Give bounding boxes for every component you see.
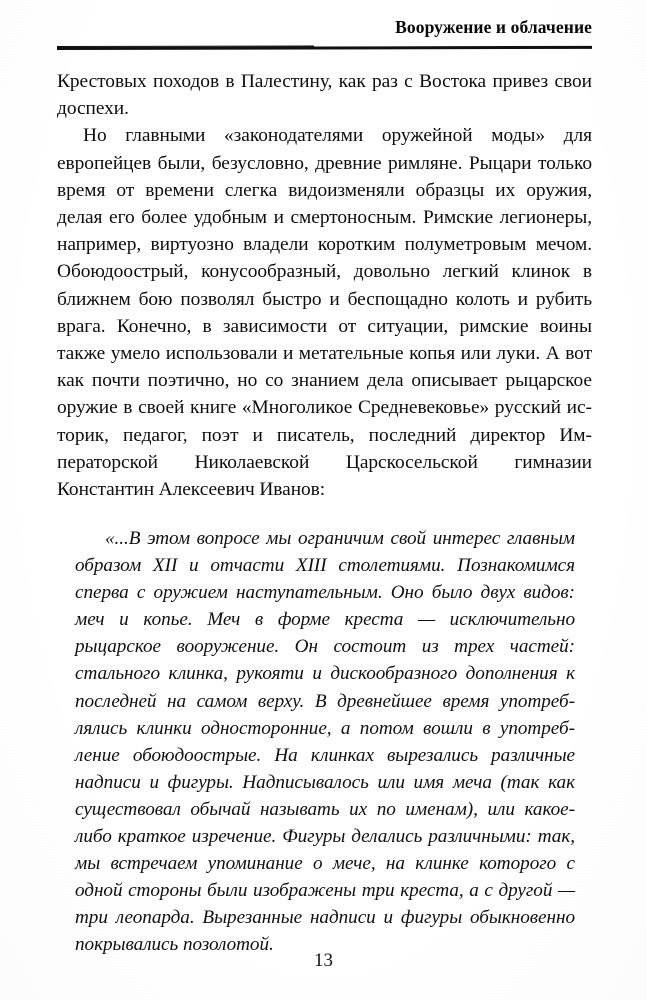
page-number: 13	[314, 950, 333, 971]
paragraph-continuation: Крестовых походов в Палестину, как раз с Востока привез свои доспехи.	[57, 71, 592, 120]
header-divider-rule	[57, 46, 592, 50]
main-text-column	[57, 68, 592, 503]
paragraph-roman-arms: Но главными «законодателями оружейной моды» для европейцев были, безусловно, древние римляне. Рыцари только время от времени слегка видоизменяли образцы их оружия, делая его более удобным и смертоносным. Римские легионеры, например, виртуозно владели коротким полуметровым мечом. Обоюдоострый, конусообразный, довольно легкий клинок в ближнем бою позволял быстро и беспощадно колоть и рубить врага. Конечно, в зависимости от ситуации, римские воины также умело использовали и метательные копья или луки. А вот как почти поэтично, но со знанием дела описывает рыцарское оружие в своей книге «Многоликое Средневековье» русский историк, педагог, поэт и писатель, последний директор Императорской Николаевской Царскосельской гимназии Константин Алексеевич Иванов:	[57, 125, 592, 501]
quotation-block	[75, 525, 575, 959]
quotation-paragraph: «...В этом вопросе мы ограничим свой интерес главным образом XII и отчасти XIII столетиями. Познакомимся сперва с оружием наступательным. Оно было двух видов: меч и копье. Меч в форме креста — исключительно рыцарское вооружение. Он состоит из трех частей: стального клинка, рукояти и дискообразного дополнения к последней на самом верху. В древнейшее время употреблялись клинки односторонние, а потом вошли в употребление обоюдоострые. На клинках вырезались различные надписи и фигуры. Надписывалось или имя меча (так как существовал обычай называть их по именам), или какое-либо краткое изречение. Фигуры делались различными: так, мы встречаем упоминание о мече, на клинке которого с одной стороны были изображены три креста, а с другой — три леопарда. Вырезанные надписи и фигуры обыкновенно покрывались позолотой.	[75, 528, 575, 956]
running-head-title: Вооружение и облачение	[395, 17, 592, 37]
